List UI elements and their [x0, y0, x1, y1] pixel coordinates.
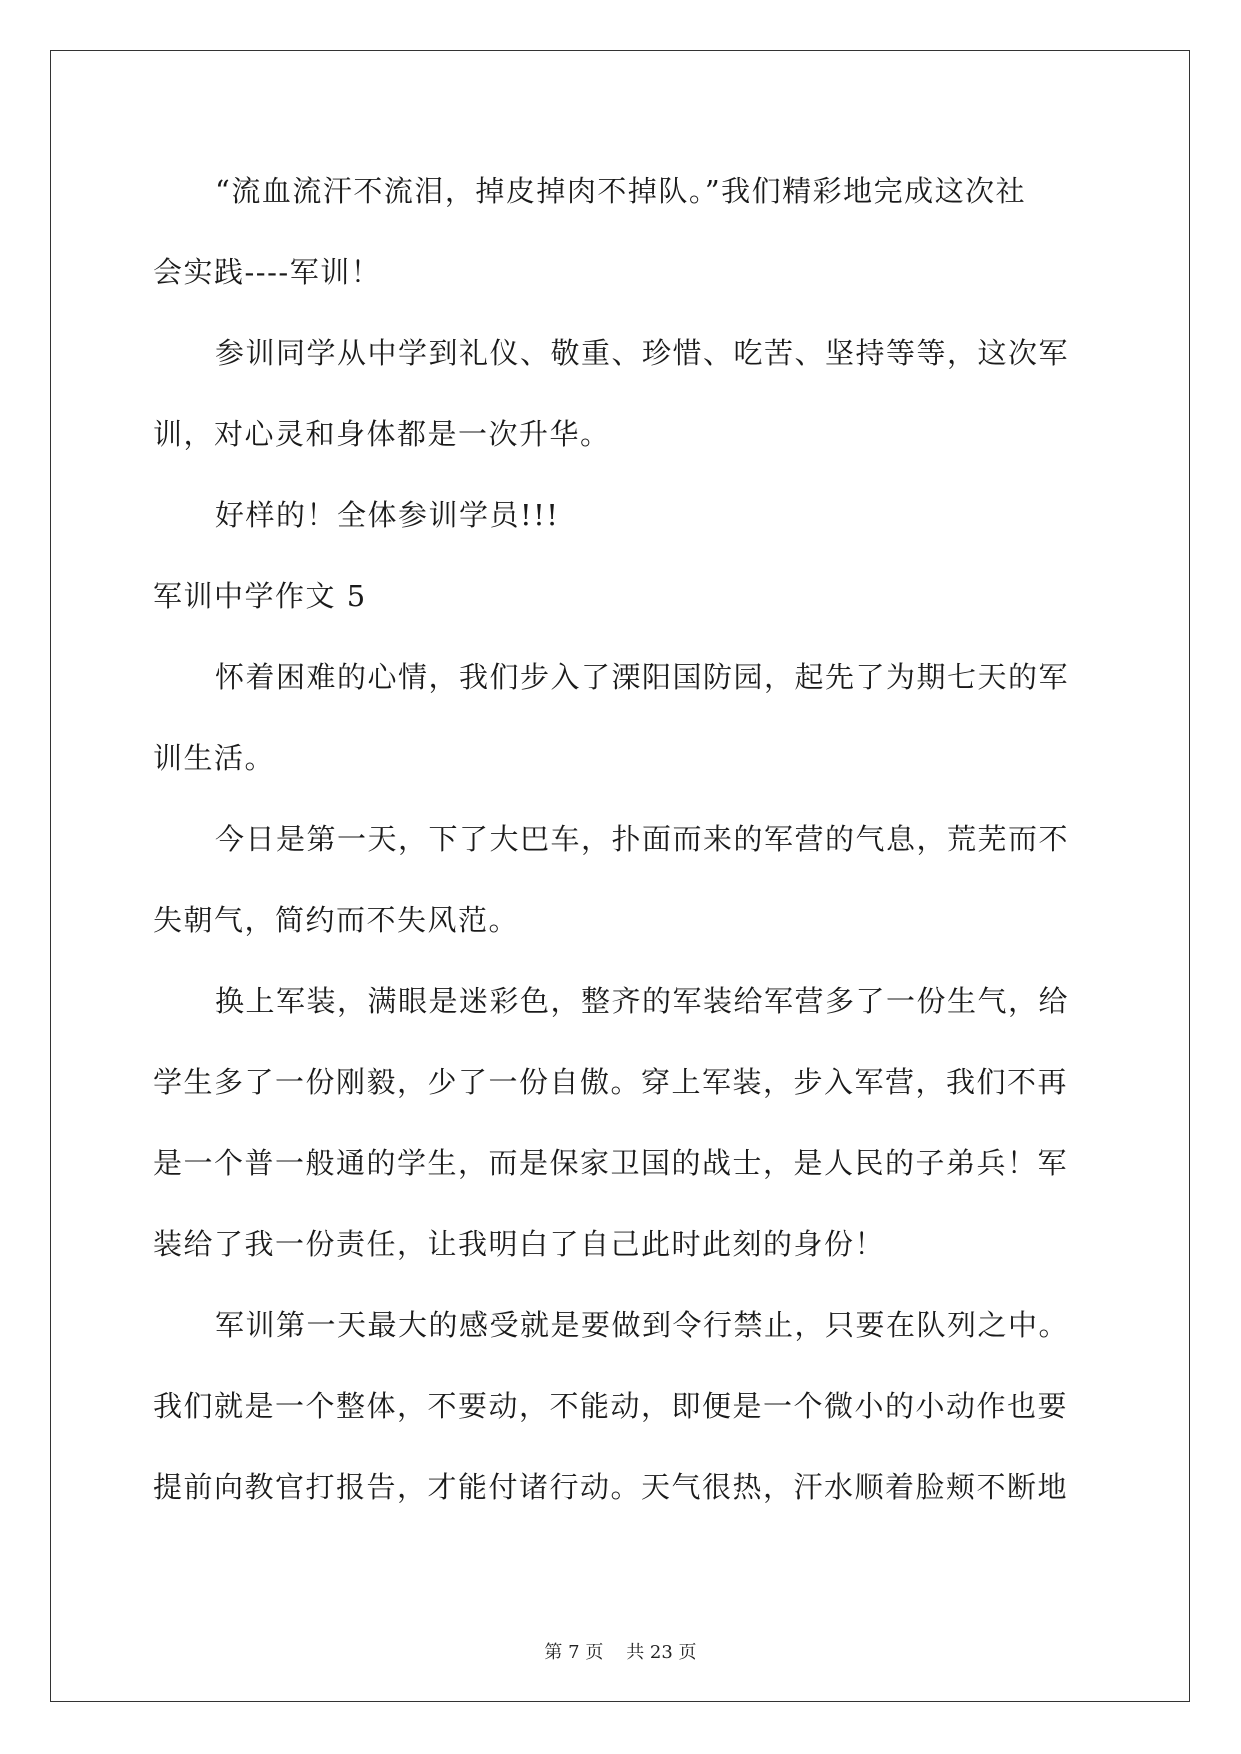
page-footer — [0, 1638, 1241, 1664]
section-heading: 军训中学作文 5 — [153, 579, 367, 613]
text-line: “流血流汗不流泪，掉皮掉肉不掉队。”我们精彩地完成这次社 — [215, 174, 1027, 208]
text-line: 换上军装，满眼是迷彩色，整齐的军装给军营多了一份生气，给 — [215, 984, 1070, 1018]
document-body — [153, 163, 1093, 1540]
text-line: 好样的！全体参训学员!!! — [215, 498, 560, 532]
page-number: 第 7 页 共 23 页 — [544, 1642, 697, 1663]
text-line: 军训第一天最大的感受就是要做到令行禁止，只要在队列之中。 — [215, 1308, 1070, 1342]
text-line: 会实践----军训！ — [153, 255, 382, 289]
text-line: 提前向教官打报告，才能付诸行动。天气很热，汗水顺着脸颊不断地 — [153, 1470, 1069, 1504]
text-line: 参训同学从中学到礼仪、敬重、珍惜、吃苦、坚持等等，这次军 — [215, 336, 1070, 370]
text-line: 装给了我一份责任，让我明白了自己此时此刻的身份！ — [153, 1227, 886, 1261]
text-line: 训，对心灵和身体都是一次升华。 — [153, 417, 611, 451]
text-line: 我们就是一个整体，不要动，不能动，即便是一个微小的小动作也要 — [153, 1389, 1069, 1423]
text-line: 是一个普一般通的学生，而是保家卫国的战士，是人民的子弟兵！军 — [153, 1146, 1069, 1180]
text-line: 今日是第一天，下了大巴车，扑面而来的军营的气息，荒芜而不 — [215, 822, 1070, 856]
text-line: 训生活。 — [153, 741, 276, 775]
text-line: 失朝气，简约而不失风范。 — [153, 903, 520, 937]
text-line: 学生多了一份刚毅，少了一份自傲。穿上军装，步入军营，我们不再 — [153, 1065, 1069, 1099]
text-line: 怀着困难的心情，我们步入了溧阳国防园，起先了为期七天的军 — [215, 660, 1070, 694]
